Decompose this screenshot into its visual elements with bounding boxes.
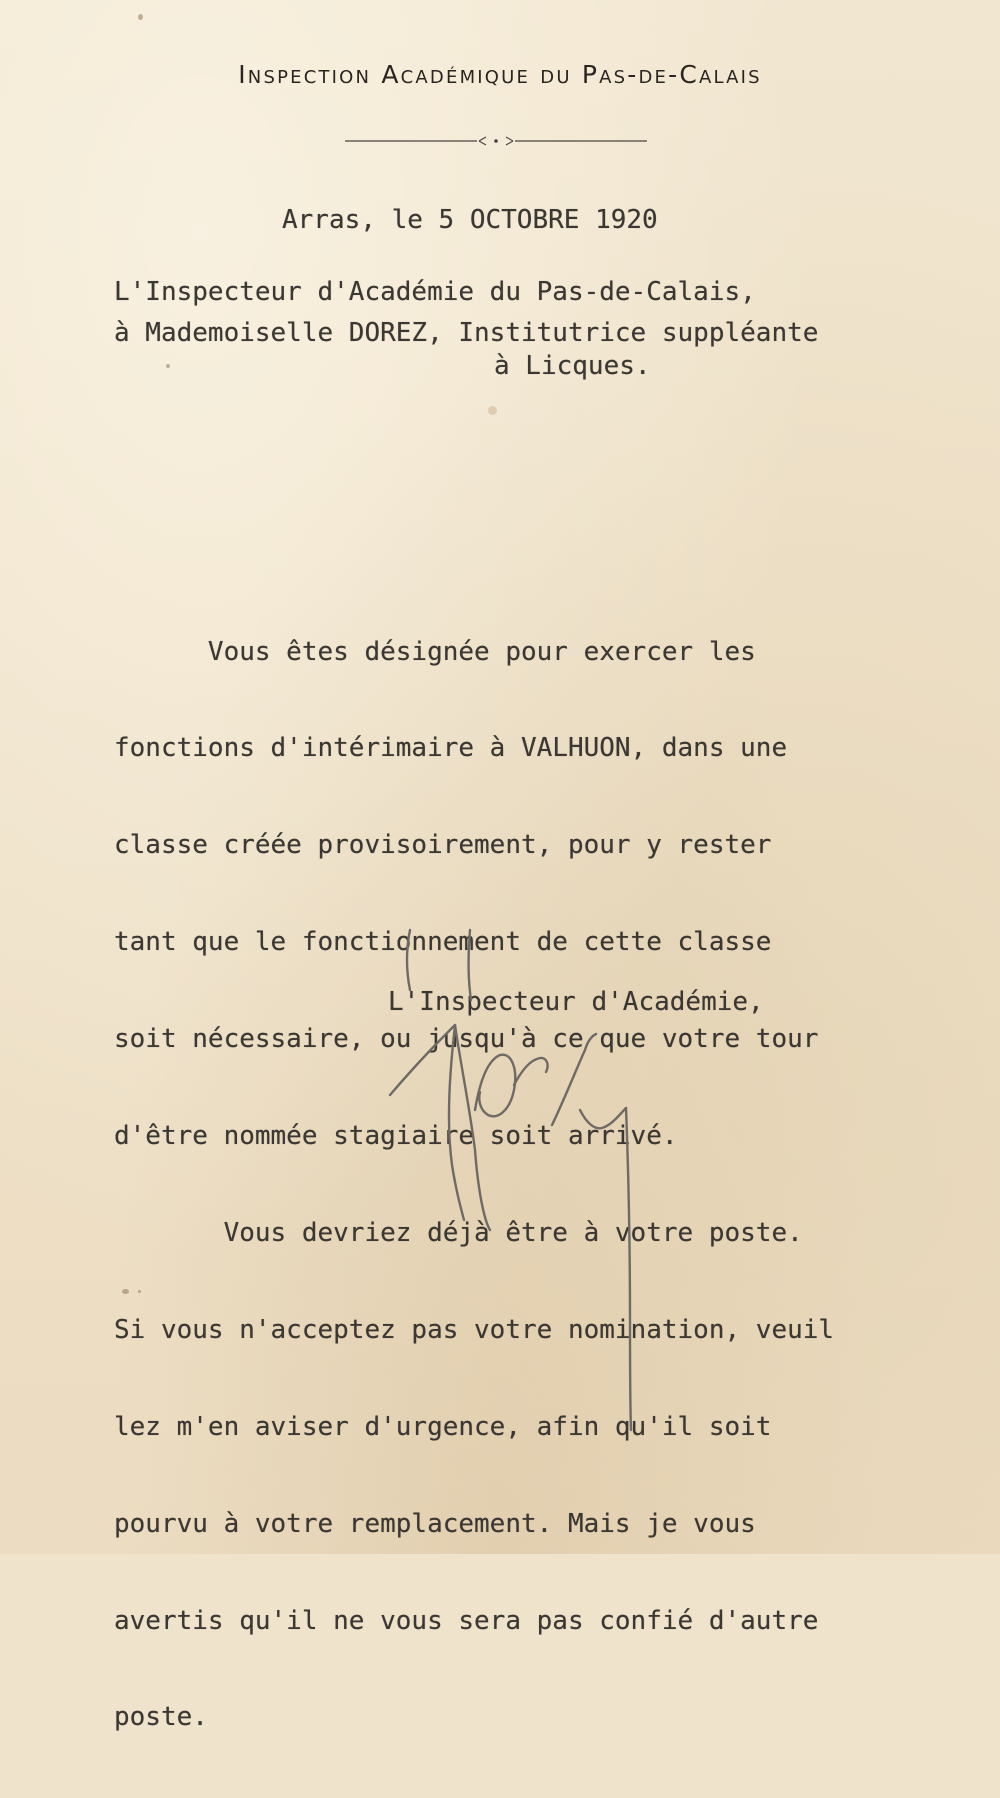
body-line: fonctions d'intérimaire à VALHUON, dans une xyxy=(114,733,788,764)
body-line: d'être nommée stagiaire soit arrivé. xyxy=(114,1121,678,1152)
handwritten-signature-icon xyxy=(380,960,650,1440)
paper-speck xyxy=(138,14,143,20)
body-line: poste. xyxy=(114,1702,208,1733)
letter-recipient-place: à Licques. xyxy=(494,351,651,381)
letter-recipient: à Mademoiselle DOREZ, Institutrice suppléante xyxy=(114,318,819,348)
letter-sender: L'Inspecteur d'Académie du Pas-de-Calais, xyxy=(114,277,756,307)
body-line: pourvu à votre remplacement. Mais je vous xyxy=(114,1508,756,1539)
letter-closing: L'Inspecteur d'Académie, xyxy=(388,987,764,1017)
body-line: soit nécessaire, ou jusqu'à ce que votre tour xyxy=(114,1024,819,1055)
body-line: Vous devriez déjà être à votre poste. xyxy=(114,1217,803,1248)
divider-ornament-icon xyxy=(345,134,647,148)
paper-speck xyxy=(488,406,497,415)
body-line: lez m'en aviser d'urgence, afin qu'il soit xyxy=(114,1411,772,1442)
body-line: classe créée provisoirement, pour y rester xyxy=(114,830,772,861)
letter-date: Arras, le 5 OCTOBRE 1920 xyxy=(282,205,658,235)
body-line: Vous êtes désignée pour exercer les xyxy=(114,636,756,667)
body-line: avertis qu'il ne vous sera pas confié d'autre xyxy=(114,1605,819,1636)
body-line: Si vous n'acceptez pas votre nomination, veuil xyxy=(114,1314,835,1345)
paper-speck xyxy=(166,364,170,368)
body-line: tant que le fonctionnement de cette classe xyxy=(114,927,772,958)
letterhead-title: Inspection Académique du Pas-de-Calais xyxy=(238,60,762,89)
